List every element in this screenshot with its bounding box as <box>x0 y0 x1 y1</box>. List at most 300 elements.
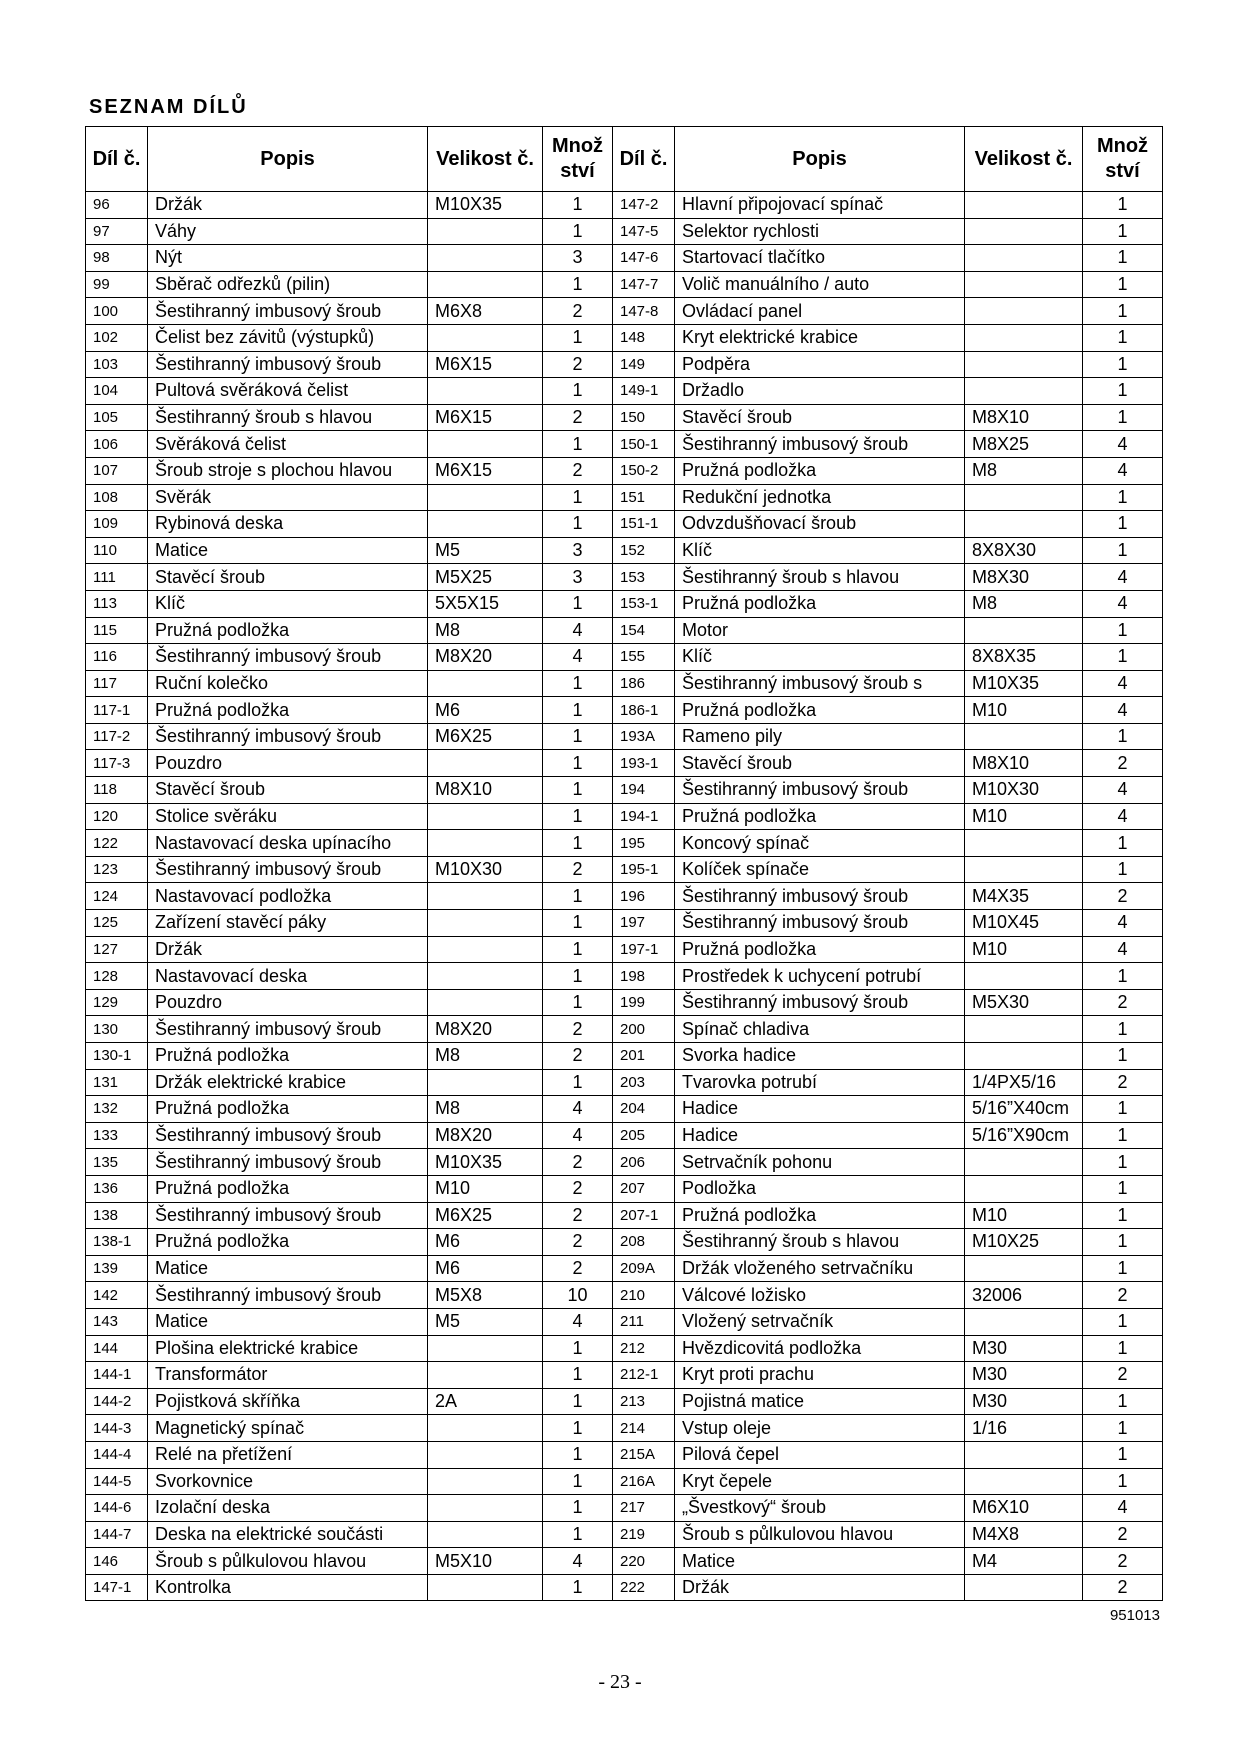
right-size-cell: 5/16”X90cm <box>965 1122 1083 1149</box>
table-row <box>86 431 1163 458</box>
right-part-no-cell: 148 <box>613 324 675 351</box>
left-quantity-cell: 4 <box>543 1548 613 1575</box>
right-size-cell <box>965 856 1083 883</box>
right-part-no-cell: 200 <box>613 1016 675 1043</box>
right-size-cell <box>965 271 1083 298</box>
right-description-cell: Kryt proti prachu <box>675 1362 965 1389</box>
right-quantity-cell: 1 <box>1083 245 1163 272</box>
right-description-cell: Šestihranný imbusový šroub <box>675 910 965 937</box>
right-description-cell: Šroub s půlkulovou hlavou <box>675 1521 965 1548</box>
left-quantity-cell: 1 <box>543 324 613 351</box>
right-part-no-cell: 153 <box>613 564 675 591</box>
right-quantity-cell: 4 <box>1083 697 1163 724</box>
left-part-no-cell: 125 <box>86 910 148 937</box>
right-description-cell: Pružná podložka <box>675 697 965 724</box>
right-quantity-cell: 1 <box>1083 271 1163 298</box>
left-quantity-cell: 1 <box>543 192 613 219</box>
left-description-cell: Šestihranný imbusový šroub <box>148 1149 428 1176</box>
right-quantity-cell: 1 <box>1083 1202 1163 1229</box>
right-quantity-cell: 2 <box>1083 989 1163 1016</box>
left-size-cell: M8X10 <box>428 777 543 804</box>
right-quantity-cell: 1 <box>1083 1043 1163 1070</box>
left-description-cell: Ruční kolečko <box>148 670 428 697</box>
table-row <box>86 936 1163 963</box>
table-row <box>86 697 1163 724</box>
right-part-no-cell: 150 <box>613 404 675 431</box>
left-size-cell: 5X5X15 <box>428 590 543 617</box>
left-size-cell <box>428 830 543 857</box>
left-size-cell <box>428 1574 543 1601</box>
table-row <box>86 1016 1163 1043</box>
left-size-cell: 2A <box>428 1388 543 1415</box>
left-description-cell: Nastavovací deska upínacího <box>148 830 428 857</box>
right-quantity-cell: 1 <box>1083 1096 1163 1123</box>
right-description-cell: Pružná podložka <box>675 457 965 484</box>
right-quantity-cell: 1 <box>1083 963 1163 990</box>
right-description-cell: Vložený setrvačník <box>675 1308 965 1335</box>
table-row <box>86 1043 1163 1070</box>
left-size-cell <box>428 1069 543 1096</box>
left-part-no-cell: 144-6 <box>86 1495 148 1522</box>
left-quantity-cell: 1 <box>543 590 613 617</box>
left-description-cell: Svěráková čelist <box>148 431 428 458</box>
right-description-cell: Volič manuálního / auto <box>675 271 965 298</box>
right-description-cell: Šestihranný imbusový šroub <box>675 777 965 804</box>
right-size-cell <box>965 830 1083 857</box>
right-quantity-cell: 1 <box>1083 218 1163 245</box>
left-part-no-cell: 97 <box>86 218 148 245</box>
left-part-no-cell: 128 <box>86 963 148 990</box>
left-part-no-cell: 117-3 <box>86 750 148 777</box>
right-quantity-cell: 1 <box>1083 1441 1163 1468</box>
right-part-no-cell: 207 <box>613 1175 675 1202</box>
right-description-cell: Odvzdušňovací šroub <box>675 511 965 538</box>
left-description-cell: Držák <box>148 192 428 219</box>
left-quantity-cell: 1 <box>543 936 613 963</box>
right-part-no-cell: 210 <box>613 1282 675 1309</box>
left-description-cell: Pružná podložka <box>148 1229 428 1256</box>
right-description-cell: Šestihranný imbusový šroub s <box>675 670 965 697</box>
right-part-no-cell: 151-1 <box>613 511 675 538</box>
right-description-cell: Stavěcí šroub <box>675 750 965 777</box>
table-row <box>86 644 1163 671</box>
right-size-cell: M5X30 <box>965 989 1083 1016</box>
right-description-cell: Pilová čepel <box>675 1441 965 1468</box>
left-description-cell: Šestihranný imbusový šroub <box>148 1202 428 1229</box>
left-description-cell: Sběrač odřezků (pilin) <box>148 271 428 298</box>
right-part-no-cell: 194 <box>613 777 675 804</box>
left-part-no-cell: 108 <box>86 484 148 511</box>
left-quantity-cell: 1 <box>543 1415 613 1442</box>
right-size-cell: M30 <box>965 1388 1083 1415</box>
left-description-cell: Svorkovnice <box>148 1468 428 1495</box>
left-size-cell <box>428 1521 543 1548</box>
left-quantity-cell: 1 <box>543 1495 613 1522</box>
header-description: Popis <box>675 127 965 192</box>
right-part-no-cell: 215A <box>613 1441 675 1468</box>
right-description-cell: Hvězdicovitá podložka <box>675 1335 965 1362</box>
left-description-cell: Izolační deska <box>148 1495 428 1522</box>
left-description-cell: Pultová svěráková čelist <box>148 378 428 405</box>
right-part-no-cell: 211 <box>613 1308 675 1335</box>
right-part-no-cell: 150-1 <box>613 431 675 458</box>
table-row <box>86 404 1163 431</box>
right-description-cell: „Švestkový“ šroub <box>675 1495 965 1522</box>
table-row <box>86 1415 1163 1442</box>
left-quantity-cell: 1 <box>543 218 613 245</box>
table-row <box>86 1548 1163 1575</box>
left-part-no-cell: 144-7 <box>86 1521 148 1548</box>
left-quantity-cell: 1 <box>543 963 613 990</box>
header-description: Popis <box>148 127 428 192</box>
header-quantity: Množ ství <box>543 127 613 192</box>
left-description-cell: Šestihranný imbusový šroub <box>148 856 428 883</box>
left-description-cell: Šestihranný imbusový šroub <box>148 1122 428 1149</box>
left-description-cell: Šestihranný imbusový šroub <box>148 1282 428 1309</box>
right-size-cell: M4 <box>965 1548 1083 1575</box>
right-quantity-cell: 2 <box>1083 1521 1163 1548</box>
header-part-no: Díl č. <box>86 127 148 192</box>
left-quantity-cell: 2 <box>543 1016 613 1043</box>
right-quantity-cell: 1 <box>1083 644 1163 671</box>
table-row <box>86 1574 1163 1601</box>
left-quantity-cell: 3 <box>543 537 613 564</box>
left-quantity-cell: 2 <box>543 856 613 883</box>
right-size-cell: M10X25 <box>965 1229 1083 1256</box>
left-part-no-cell: 142 <box>86 1282 148 1309</box>
right-size-cell: M8 <box>965 590 1083 617</box>
table-row <box>86 324 1163 351</box>
left-description-cell: Nýt <box>148 245 428 272</box>
right-part-no-cell: 153-1 <box>613 590 675 617</box>
right-part-no-cell: 186-1 <box>613 697 675 724</box>
right-quantity-cell: 2 <box>1083 1282 1163 1309</box>
left-part-no-cell: 143 <box>86 1308 148 1335</box>
left-part-no-cell: 131 <box>86 1069 148 1096</box>
left-part-no-cell: 144-1 <box>86 1362 148 1389</box>
right-description-cell: Pružná podložka <box>675 590 965 617</box>
left-part-no-cell: 138-1 <box>86 1229 148 1256</box>
left-size-cell <box>428 324 543 351</box>
left-quantity-cell: 1 <box>543 1441 613 1468</box>
left-quantity-cell: 1 <box>543 697 613 724</box>
left-quantity-cell: 3 <box>543 245 613 272</box>
left-part-no-cell: 107 <box>86 457 148 484</box>
left-quantity-cell: 2 <box>543 1255 613 1282</box>
left-quantity-cell: 10 <box>543 1282 613 1309</box>
right-quantity-cell: 2 <box>1083 750 1163 777</box>
left-size-cell: M8 <box>428 617 543 644</box>
right-part-no-cell: 201 <box>613 1043 675 1070</box>
right-description-cell: Matice <box>675 1548 965 1575</box>
left-size-cell: M6X15 <box>428 404 543 431</box>
right-size-cell <box>965 1441 1083 1468</box>
left-description-cell: Matice <box>148 1255 428 1282</box>
left-description-cell: Relé na přetížení <box>148 1441 428 1468</box>
right-part-no-cell: 204 <box>613 1096 675 1123</box>
left-quantity-cell: 2 <box>543 298 613 325</box>
left-quantity-cell: 1 <box>543 431 613 458</box>
right-description-cell: Svorka hadice <box>675 1043 965 1070</box>
left-part-no-cell: 132 <box>86 1096 148 1123</box>
left-quantity-cell: 1 <box>543 910 613 937</box>
left-part-no-cell: 130 <box>86 1016 148 1043</box>
left-description-cell: Šestihranný imbusový šroub <box>148 298 428 325</box>
left-part-no-cell: 106 <box>86 431 148 458</box>
table-row <box>86 1255 1163 1282</box>
table-row <box>86 245 1163 272</box>
right-part-no-cell: 147-5 <box>613 218 675 245</box>
right-part-no-cell: 149-1 <box>613 378 675 405</box>
left-size-cell: M10X35 <box>428 1149 543 1176</box>
left-quantity-cell: 1 <box>543 883 613 910</box>
table-row <box>86 1495 1163 1522</box>
right-quantity-cell: 1 <box>1083 324 1163 351</box>
left-part-no-cell: 127 <box>86 936 148 963</box>
right-quantity-cell: 2 <box>1083 1069 1163 1096</box>
left-size-cell: M6X8 <box>428 298 543 325</box>
right-quantity-cell: 1 <box>1083 856 1163 883</box>
right-description-cell: Podpěra <box>675 351 965 378</box>
right-quantity-cell: 1 <box>1083 1388 1163 1415</box>
left-quantity-cell: 4 <box>543 1308 613 1335</box>
right-description-cell: Setrvačník pohonu <box>675 1149 965 1176</box>
left-part-no-cell: 144-5 <box>86 1468 148 1495</box>
table-row <box>86 963 1163 990</box>
left-size-cell <box>428 670 543 697</box>
left-quantity-cell: 1 <box>543 1362 613 1389</box>
left-part-no-cell: 136 <box>86 1175 148 1202</box>
right-size-cell <box>965 511 1083 538</box>
left-part-no-cell: 103 <box>86 351 148 378</box>
right-quantity-cell: 1 <box>1083 1335 1163 1362</box>
left-quantity-cell: 3 <box>543 564 613 591</box>
right-description-cell: Rameno pily <box>675 723 965 750</box>
right-size-cell <box>965 1149 1083 1176</box>
right-description-cell: Klíč <box>675 644 965 671</box>
left-description-cell: Šestihranný imbusový šroub <box>148 644 428 671</box>
left-part-no-cell: 144-4 <box>86 1441 148 1468</box>
right-description-cell: Selektor rychlosti <box>675 218 965 245</box>
right-description-cell: Držadlo <box>675 378 965 405</box>
right-quantity-cell: 1 <box>1083 723 1163 750</box>
table-row <box>86 192 1163 219</box>
right-size-cell: M30 <box>965 1362 1083 1389</box>
left-quantity-cell: 2 <box>543 404 613 431</box>
left-part-no-cell: 117-2 <box>86 723 148 750</box>
right-part-no-cell: 194-1 <box>613 803 675 830</box>
left-description-cell: Šroub stroje s plochou hlavou <box>148 457 428 484</box>
left-part-no-cell: 118 <box>86 777 148 804</box>
right-quantity-cell: 2 <box>1083 1362 1163 1389</box>
right-size-cell <box>965 192 1083 219</box>
left-quantity-cell: 2 <box>543 457 613 484</box>
table-row <box>86 910 1163 937</box>
right-size-cell: 32006 <box>965 1282 1083 1309</box>
table-row <box>86 750 1163 777</box>
table-row <box>86 1335 1163 1362</box>
left-part-no-cell: 147-1 <box>86 1574 148 1601</box>
right-size-cell: M4X8 <box>965 1521 1083 1548</box>
left-part-no-cell: 130-1 <box>86 1043 148 1070</box>
right-part-no-cell: 151 <box>613 484 675 511</box>
left-quantity-cell: 1 <box>543 484 613 511</box>
left-part-no-cell: 133 <box>86 1122 148 1149</box>
left-description-cell: Pojistková skříňka <box>148 1388 428 1415</box>
left-size-cell <box>428 218 543 245</box>
left-size-cell: M6X25 <box>428 723 543 750</box>
left-size-cell <box>428 378 543 405</box>
table-row <box>86 484 1163 511</box>
right-quantity-cell: 1 <box>1083 537 1163 564</box>
right-description-cell: Prostředek k uchycení potrubí <box>675 963 965 990</box>
right-size-cell <box>965 1308 1083 1335</box>
right-quantity-cell: 4 <box>1083 803 1163 830</box>
table-row <box>86 1149 1163 1176</box>
right-description-cell: Držák <box>675 1574 965 1601</box>
right-size-cell <box>965 351 1083 378</box>
left-description-cell: Pružná podložka <box>148 1175 428 1202</box>
right-quantity-cell: 1 <box>1083 351 1163 378</box>
left-part-no-cell: 123 <box>86 856 148 883</box>
left-description-cell: Deska na elektrické součásti <box>148 1521 428 1548</box>
left-size-cell <box>428 1441 543 1468</box>
right-quantity-cell: 1 <box>1083 1016 1163 1043</box>
right-description-cell: Tvarovka potrubí <box>675 1069 965 1096</box>
left-quantity-cell: 1 <box>543 1574 613 1601</box>
left-size-cell: M10X30 <box>428 856 543 883</box>
table-row <box>86 777 1163 804</box>
header-quantity: Množ ství <box>1083 127 1163 192</box>
right-part-no-cell: 154 <box>613 617 675 644</box>
right-size-cell: M10 <box>965 1202 1083 1229</box>
right-part-no-cell: 207-1 <box>613 1202 675 1229</box>
table-header-row <box>86 127 1163 192</box>
right-description-cell: Klíč <box>675 537 965 564</box>
right-description-cell: Kryt elektrické krabice <box>675 324 965 351</box>
right-size-cell <box>965 298 1083 325</box>
right-size-cell: M8X25 <box>965 431 1083 458</box>
left-size-cell <box>428 1335 543 1362</box>
left-quantity-cell: 1 <box>543 1521 613 1548</box>
right-description-cell: Šestihranný imbusový šroub <box>675 989 965 1016</box>
left-part-no-cell: 138 <box>86 1202 148 1229</box>
left-quantity-cell: 4 <box>543 644 613 671</box>
left-quantity-cell: 1 <box>543 1468 613 1495</box>
table-row <box>86 989 1163 1016</box>
left-description-cell: Kontrolka <box>148 1574 428 1601</box>
left-size-cell <box>428 245 543 272</box>
right-part-no-cell: 220 <box>613 1548 675 1575</box>
right-part-no-cell: 150-2 <box>613 457 675 484</box>
left-size-cell <box>428 803 543 830</box>
right-quantity-cell: 1 <box>1083 1122 1163 1149</box>
right-part-no-cell: 147-2 <box>613 192 675 219</box>
left-size-cell: M8X20 <box>428 644 543 671</box>
right-description-cell: Ovládací panel <box>675 298 965 325</box>
right-size-cell: 1/4PX5/16 <box>965 1069 1083 1096</box>
right-size-cell: M8X10 <box>965 750 1083 777</box>
table-row <box>86 511 1163 538</box>
left-size-cell: M6 <box>428 1229 543 1256</box>
table-row <box>86 1229 1163 1256</box>
left-quantity-cell: 4 <box>543 1122 613 1149</box>
header-size: Velikost č. <box>428 127 543 192</box>
left-part-no-cell: 99 <box>86 271 148 298</box>
right-part-no-cell: 197 <box>613 910 675 937</box>
right-part-no-cell: 193-1 <box>613 750 675 777</box>
right-description-cell: Šestihranný šroub s hlavou <box>675 564 965 591</box>
table-row <box>86 1096 1163 1123</box>
left-size-cell: M6X15 <box>428 351 543 378</box>
right-quantity-cell: 4 <box>1083 777 1163 804</box>
right-quantity-cell: 4 <box>1083 431 1163 458</box>
right-description-cell: Kolíček spínače <box>675 856 965 883</box>
left-description-cell: Šestihranný šroub s hlavou <box>148 404 428 431</box>
table-row <box>86 1362 1163 1389</box>
right-size-cell <box>965 723 1083 750</box>
table-row <box>86 564 1163 591</box>
left-part-no-cell: 144-2 <box>86 1388 148 1415</box>
right-size-cell: 8X8X30 <box>965 537 1083 564</box>
right-part-no-cell: 198 <box>613 963 675 990</box>
right-size-cell: M10X35 <box>965 670 1083 697</box>
right-size-cell <box>965 1043 1083 1070</box>
left-description-cell: Matice <box>148 537 428 564</box>
right-description-cell: Redukční jednotka <box>675 484 965 511</box>
right-quantity-cell: 4 <box>1083 590 1163 617</box>
right-quantity-cell: 1 <box>1083 1308 1163 1335</box>
table-row <box>86 1441 1163 1468</box>
right-quantity-cell: 1 <box>1083 1149 1163 1176</box>
left-part-no-cell: 109 <box>86 511 148 538</box>
left-size-cell: M6X15 <box>428 457 543 484</box>
page-title: SEZNAM DÍLŮ <box>89 96 248 118</box>
right-quantity-cell: 1 <box>1083 830 1163 857</box>
left-description-cell: Rybinová deska <box>148 511 428 538</box>
right-quantity-cell: 4 <box>1083 564 1163 591</box>
parts-table <box>85 126 1163 1601</box>
left-part-no-cell: 139 <box>86 1255 148 1282</box>
left-quantity-cell: 2 <box>543 1229 613 1256</box>
right-size-cell: M10X30 <box>965 777 1083 804</box>
left-size-cell <box>428 1362 543 1389</box>
left-quantity-cell: 1 <box>543 1335 613 1362</box>
left-description-cell: Šestihranný imbusový šroub <box>148 351 428 378</box>
left-description-cell: Pružná podložka <box>148 697 428 724</box>
left-size-cell <box>428 511 543 538</box>
left-part-no-cell: 100 <box>86 298 148 325</box>
left-part-no-cell: 113 <box>86 590 148 617</box>
left-size-cell: M5X8 <box>428 1282 543 1309</box>
right-size-cell: M10 <box>965 803 1083 830</box>
right-quantity-cell: 2 <box>1083 883 1163 910</box>
left-size-cell: M6 <box>428 697 543 724</box>
left-size-cell: M6 <box>428 1255 543 1282</box>
table-row <box>86 1521 1163 1548</box>
left-quantity-cell: 1 <box>543 1069 613 1096</box>
right-size-cell: M10 <box>965 697 1083 724</box>
left-quantity-cell: 1 <box>543 511 613 538</box>
left-description-cell: Matice <box>148 1308 428 1335</box>
left-size-cell <box>428 936 543 963</box>
table-row <box>86 537 1163 564</box>
left-description-cell: Pružná podložka <box>148 1096 428 1123</box>
left-size-cell: M10X35 <box>428 192 543 219</box>
right-part-no-cell: 208 <box>613 1229 675 1256</box>
left-size-cell: M8 <box>428 1043 543 1070</box>
left-size-cell: M8 <box>428 1096 543 1123</box>
